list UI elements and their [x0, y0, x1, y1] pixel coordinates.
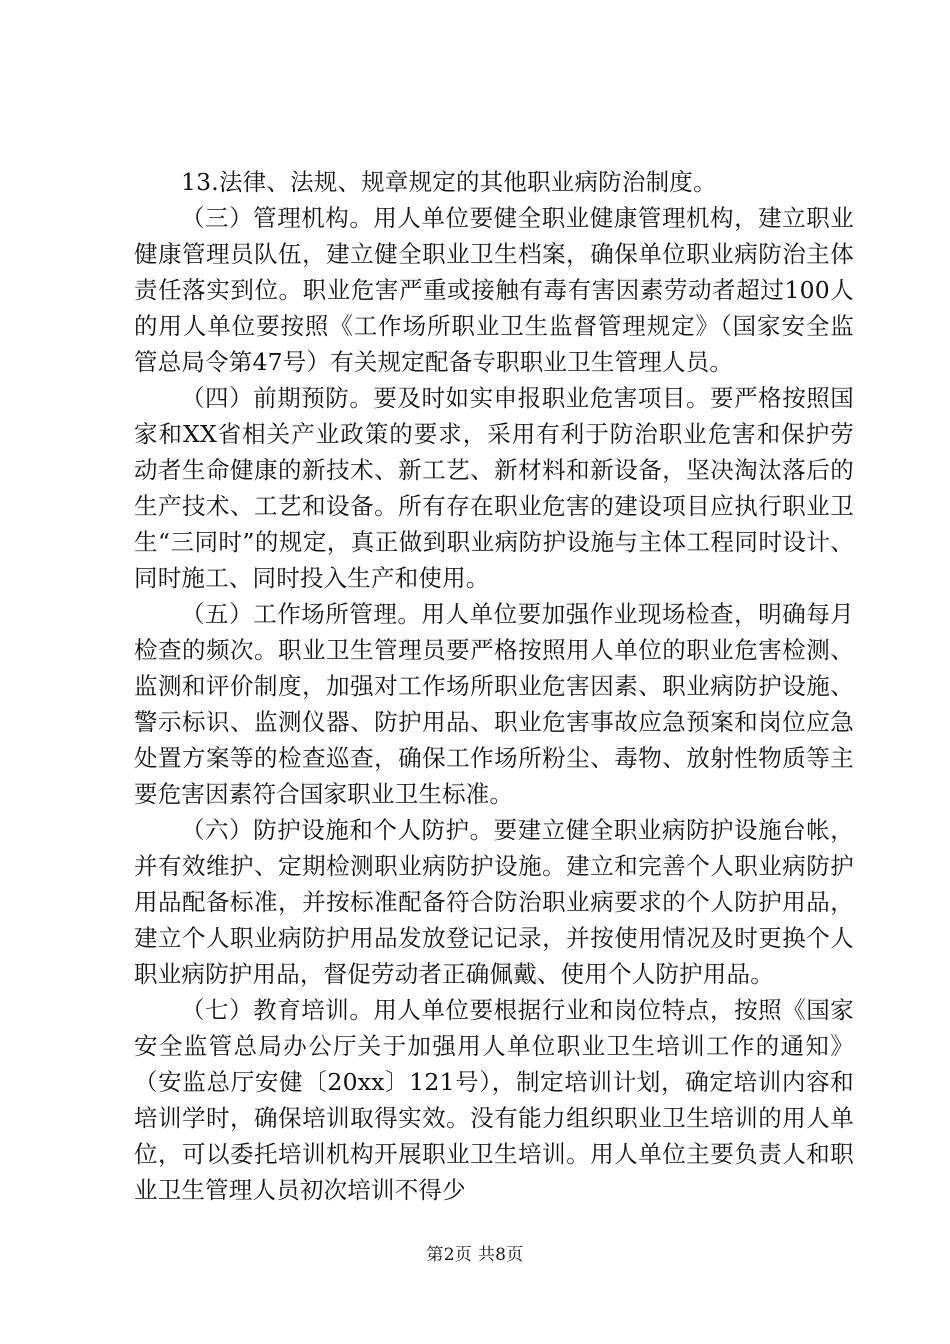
paragraph-protective-facilities: （六）防护设施和个人防护。要建立健全职业病防护设施台帐，并有效维护、定期检测职业病防护设施。建立和完善个人职业病防护用品配备标准，并按标准配备符合防治职业病要求的个人防护用品，建立个人职业病防护用品发放登记记录，并按使用情况及时更换个人职业病防护用品，督促劳动者正确佩戴、使用个人防护用品。 [134, 816, 854, 988]
paragraph-early-prevention: （四）前期预防。要及时如实申报职业危害项目。要严格按照国家和XX省相关产业政策的要求，采用有利于防治职业危害和保护劳动者生命健康的新技术、新工艺、新材料和新设备，坚决淘汰落后的生产技术、工艺和设备。所有存在职业危害的建设项目应执行职业卫生“三同时”的规定，真正做到职业病防护设施与主体工程同时设计、同时施工、同时投入生产和使用。 [134, 384, 854, 592]
paragraph-workplace-management: （五）工作场所管理。用人单位要加强作业现场检查，明确每月检查的频次。职业卫生管理员要严格按照用人单位的职业危害检测、监测和评价制度，加强对工作场所职业危害因素、职业病防护设施、警示标识、监测仪器、防护用品、职业危害事故应急预案和岗位应急处置方案等的检查巡查，确保工作场所粉尘、毒物、放射性物质等主要危害因素符合国家职业卫生标准。 [134, 600, 854, 808]
paragraph-item-13: 13.法律、法规、规章规定的其他职业病防治制度。 [181, 168, 717, 196]
paragraph-education-training: （七）教育培训。用人单位要根据行业和岗位特点，按照《国家安全监管总局办公厅关于加强用人单位职业卫生培训工作的通知》（安监总厅安健〔20xx〕121号），制定培训计划，确定培训内容和培训学时，确保培训取得实效。没有能力组织职业卫生培训的用人单位，可以委托培训机构开展职业卫生培训。用人单位主要负责人和职业卫生管理人员初次培训不得少 [134, 996, 854, 1204]
document-body [134, 164, 854, 1208]
page-footer [0, 1244, 950, 1266]
page-number: 第2页 共8页 [426, 1245, 524, 1265]
paragraph-management-organization: （三）管理机构。用人单位要健全职业健康管理机构，建立职业健康管理员队伍，建立健全职业卫生档案，确保单位职业病防治主体责任落实到位。职业危害严重或接触有毒有害因素劳动者超过100人的用人单位要按照《工作场所职业卫生监督管理规定》（国家安全监管总局令第47号）有关规定配备专职职业卫生管理人员。 [134, 204, 854, 376]
